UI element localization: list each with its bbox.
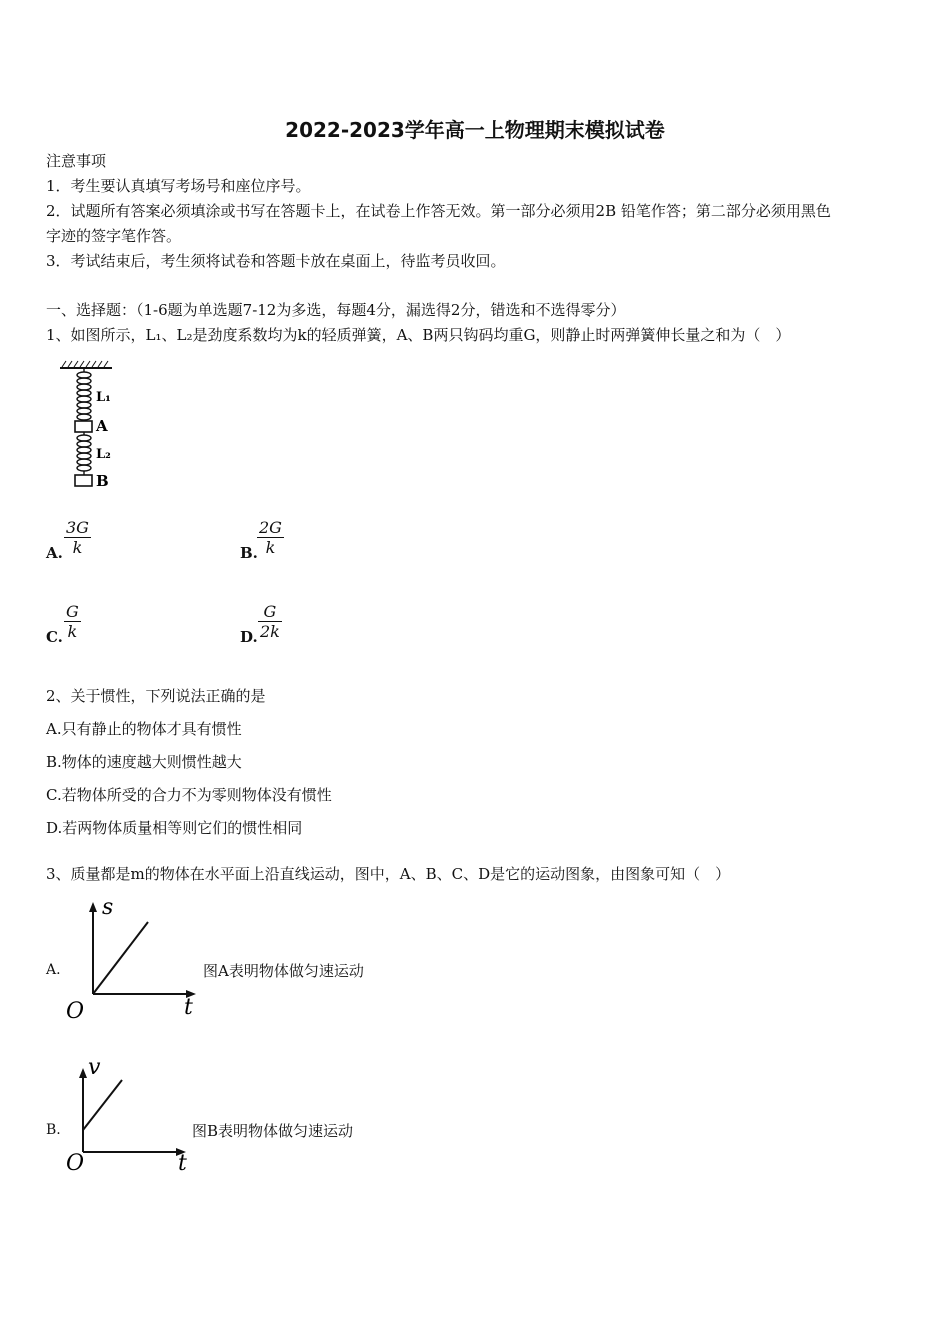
graph-line [93,922,148,994]
fraction-numerator: G [258,602,282,622]
fraction-denominator: k [67,622,78,641]
q1-option-c-fraction [64,602,81,641]
notice-item-1: 1．考生要认真填写考场号和座位序号。 [46,177,311,195]
q2-option-b: B.物体的速度越大则惯性越大 [46,753,242,771]
label-l2: L₂ [96,447,111,462]
fraction-denominator: k [72,538,83,557]
graph-line [83,1080,122,1130]
label-b: B [96,472,109,490]
q1-option-b-fraction [257,518,284,557]
q1-option-a-label: A. [46,544,63,562]
x-axis-label: t [178,1151,187,1176]
q1-option-d-label: D. [240,628,258,646]
label-l1: L₁ [96,390,111,405]
question-3-stem: 3、质量都是m的物体在水平面上沿直线运动，图中，A、B、C、D是它的运动图象，由图象可知（ ） [46,865,731,883]
section-heading: 一、选择题：（1-6题为单选题7-12为多选，每题4分，漏选得2分，错选和不选得零分） [46,301,626,319]
q3-option-a-label: A. [46,962,61,978]
spring-l2 [77,432,91,475]
x-axis-label: t [184,995,193,1020]
spring-l1 [77,368,91,421]
ceiling [60,361,112,368]
question-1-stem: 1、如图所示，L₁、L₂是劲度系数均为k的轻质弹簧，A、B两只钩码均重G，则静止时两弹簧伸长量之和为（ ） [46,326,791,344]
spring-figure [56,358,126,494]
y-axis-arrow-icon [89,902,97,912]
q1-option-a-fraction [64,518,91,557]
notice-item-2-continued: 字迹的签字笔作答。 [46,227,182,245]
q1-option-b-label: B. [240,544,258,562]
y-axis-label: v [88,1056,101,1080]
page-title: 2022-2023学年高一上物理期末模拟试卷 [285,118,665,142]
q3-option-a-text: 图A表明物体做匀速运动 [203,962,364,980]
fraction-numerator: G [66,602,79,621]
q2-option-d: D.若两物体质量相等则它们的惯性相同 [46,819,303,837]
q3-option-b-label: B. [46,1122,61,1138]
origin-label: O [66,999,85,1024]
q1-option-d-fraction [258,602,282,641]
fraction-numerator: 3G [66,518,89,537]
label-a: A [96,417,108,435]
origin-label: O [66,1151,85,1176]
question-2-stem: 2、关于惯性，下列说法正确的是 [46,687,266,705]
notice-item-3: 3．考试结束后，考生须将试卷和答题卡放在桌面上，待监考员收回。 [46,252,506,270]
block-a [75,421,92,432]
notice-heading: 注意事项 [46,152,107,170]
fraction-denominator: k [265,538,276,557]
y-axis-arrow-icon [79,1068,87,1078]
graph-b [60,1056,200,1178]
fraction-numerator: 2G [259,518,282,537]
y-axis-label: s [102,895,114,920]
block-b [75,475,92,486]
q1-option-c-label: C. [46,628,63,646]
notice-item-2: 2．试题所有答案必须填涂或书写在答题卡上，在试卷上作答无效。第一部分必须用2B 铅笔作答；第二部分必须用黑色 [46,202,831,220]
graph-a [60,892,210,1026]
fraction-denominator: 2k [260,622,280,641]
q2-option-c: C.若物体所受的合力不为零则物体没有惯性 [46,786,332,804]
q2-option-a: A.只有静止的物体才具有惯性 [46,720,242,738]
q3-option-b-text: 图B表明物体做匀速运动 [192,1122,354,1140]
